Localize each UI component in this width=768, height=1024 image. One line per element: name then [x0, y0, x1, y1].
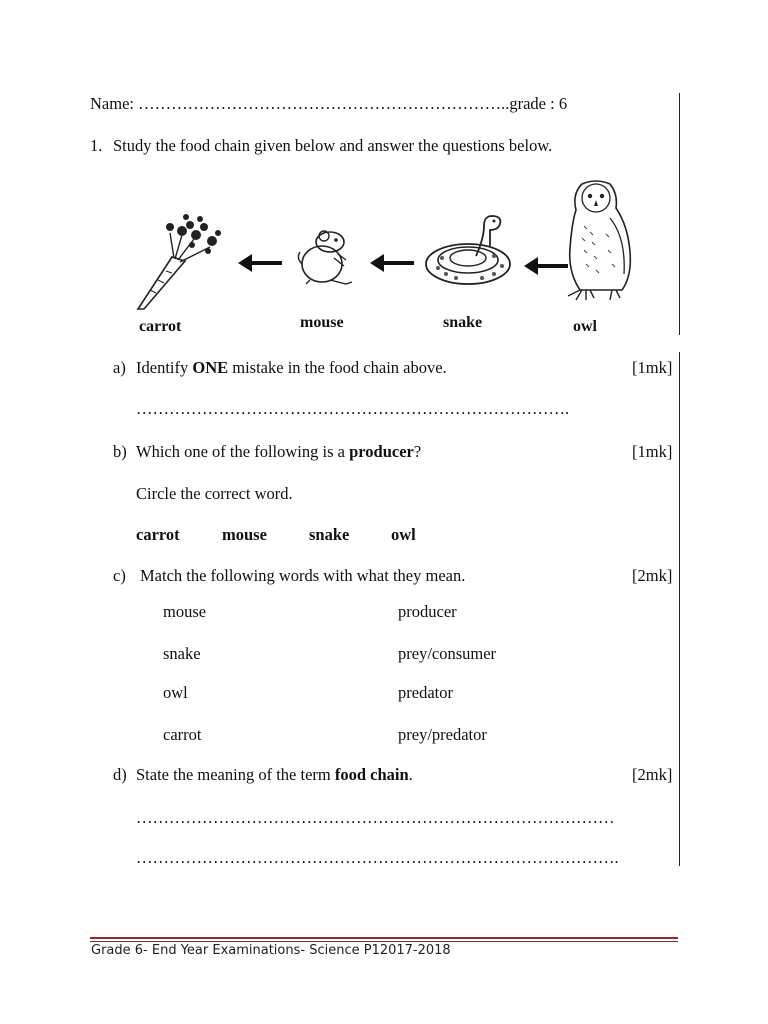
question-number: 1.	[90, 136, 103, 155]
part-c-question: Match the following words with what they mean.	[140, 566, 466, 585]
margin-line-bottom	[679, 352, 680, 866]
part-b-instruction: Circle the correct word.	[136, 484, 293, 503]
part-a-question	[136, 358, 447, 378]
part-b-marks: [1mk]	[632, 442, 673, 461]
carrot-image	[130, 205, 230, 315]
arrow-1-icon	[236, 252, 286, 274]
part-d-question	[136, 765, 413, 785]
part-d-text-end: .	[408, 765, 413, 784]
option-mouse[interactable]: mouse	[222, 525, 267, 544]
match-left-owl[interactable]: owl	[163, 683, 188, 702]
part-a-text-end: mistake in the food chain above.	[228, 358, 447, 377]
food-chain-label-mouse: mouse	[300, 314, 344, 331]
part-d-answer-line-1[interactable]: ……………………………………………………………………………	[136, 808, 615, 827]
part-c-marks: [2mk]	[632, 566, 673, 585]
part-b-text-bold: producer	[349, 442, 414, 461]
mouse-image	[294, 228, 356, 288]
match-right-prey-consumer[interactable]: prey/consumer	[398, 644, 497, 663]
part-d-text-bold: food chain	[334, 765, 409, 784]
part-a-text-bold: ONE	[192, 358, 229, 377]
owl-image	[560, 178, 638, 306]
match-left-carrot[interactable]: carrot	[163, 725, 202, 744]
match-left-mouse[interactable]: mouse	[163, 602, 207, 621]
question-text: Study the food chain given below and answer the questions below.	[113, 136, 553, 155]
part-a-text-start: Identify	[136, 358, 193, 377]
name-grade-line: Name: …………………………………………………………..grade : 6	[90, 94, 568, 113]
part-b-text-end: ?	[413, 442, 422, 461]
food-chain-label-carrot: carrot	[139, 318, 182, 335]
option-owl[interactable]: owl	[391, 525, 416, 544]
part-a-answer-line[interactable]: …………………………………………………………………….	[136, 399, 570, 418]
match-right-prey-predator[interactable]: prey/predator	[398, 725, 487, 744]
match-right-producer[interactable]: producer	[398, 602, 457, 621]
footer-rule-bottom	[90, 941, 678, 942]
part-d-answer-line-2[interactable]: …………………………………………………………………………….	[136, 848, 619, 867]
margin-line-top	[679, 93, 680, 335]
part-d-text-start: State the meaning of the term	[136, 765, 335, 784]
food-chain-label-snake: snake	[443, 314, 483, 331]
snake-image	[422, 212, 514, 288]
part-a-letter: a)	[113, 358, 126, 377]
part-c-letter: c)	[113, 566, 126, 585]
part-b-question	[136, 442, 421, 462]
footer-rule-top	[90, 937, 678, 939]
part-d-marks: [2mk]	[632, 765, 673, 784]
part-d-letter: d)	[113, 765, 127, 784]
food-chain-label-owl: owl	[573, 318, 597, 335]
part-b-text-start: Which one of the following is a	[136, 442, 350, 461]
match-left-snake[interactable]: snake	[163, 644, 201, 663]
part-a-marks: [1mk]	[632, 358, 673, 377]
footer-text: Grade 6- End Year Examinations- Science P12017-2018	[91, 943, 451, 958]
arrow-2-icon	[368, 252, 418, 274]
match-right-predator[interactable]: predator	[398, 683, 453, 702]
option-carrot[interactable]: carrot	[136, 525, 180, 544]
part-b-letter: b)	[113, 442, 127, 461]
option-snake[interactable]: snake	[309, 525, 350, 544]
